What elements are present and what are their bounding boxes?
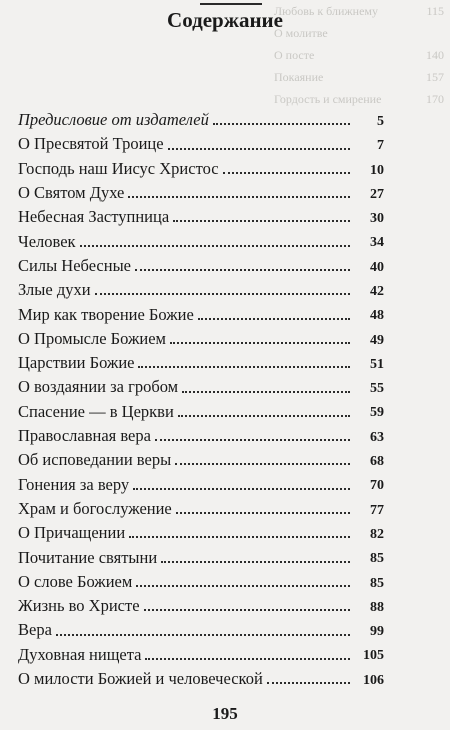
toc-entry-page: 10 (370, 162, 384, 178)
toc-entry (18, 178, 384, 202)
toc-entry (18, 251, 384, 275)
dot-leader (267, 681, 350, 684)
ghost-line: О молитве (274, 26, 328, 40)
toc-entry-title: Спасение — в Церкви (18, 401, 174, 421)
toc-entry-page: 48 (370, 308, 384, 324)
toc-entry-title: Предисловие от издателей (18, 110, 209, 130)
dot-leader (135, 268, 350, 271)
toc-entry-title: Небесная Заступница (18, 207, 170, 227)
dot-leader (161, 560, 350, 563)
dot-leader (129, 535, 350, 538)
toc-entry-title: Храм и богослужение (18, 498, 172, 518)
dot-leader (198, 317, 350, 320)
toc-entry-page: 51 (370, 356, 384, 372)
toc-entry (18, 445, 384, 469)
toc-entry-title: О воздаянии за гробом (18, 377, 179, 397)
toc-entry-title: Господь наш Иисус Христос (18, 158, 219, 178)
dot-leader (138, 365, 350, 368)
dot-leader (128, 195, 350, 198)
toc-entry (18, 542, 384, 566)
toc-entry-page: 55 (370, 381, 384, 397)
toc-entry (18, 372, 384, 396)
toc-entry-title: Православная вера (18, 426, 151, 446)
toc-entry-title: Человек (18, 231, 76, 251)
toc-entry-page: 63 (370, 429, 384, 445)
toc-entry (18, 469, 384, 493)
toc-entry-title: Жизнь во Христе (18, 596, 140, 616)
dot-leader (173, 219, 350, 222)
dot-leader (145, 657, 350, 660)
toc-entry-page: 30 (370, 211, 384, 227)
dot-leader (133, 487, 350, 490)
dot-leader (178, 414, 350, 417)
toc-entry (18, 202, 384, 226)
toc-entry-title: О слове Божием (18, 571, 133, 591)
dot-leader (95, 292, 350, 295)
toc-entry-page: 5 (377, 113, 384, 129)
toc-entry-title: Об исповедании веры (18, 450, 172, 470)
toc-entry (18, 567, 384, 591)
toc-entry-title: Почитание святыни (18, 547, 158, 567)
toc-entry (18, 421, 384, 445)
toc-entry-page: 27 (370, 186, 384, 202)
toc-entry-title: Злые духи (18, 280, 91, 300)
toc-entry (18, 397, 384, 421)
toc-entry (18, 615, 384, 639)
toc-entry (18, 226, 384, 250)
toc-entry (18, 105, 384, 129)
toc-entry-page: 7 (377, 138, 384, 154)
toc-entry (18, 154, 384, 178)
toc-entry-page: 106 (363, 672, 384, 688)
toc-entry-page: 42 (370, 283, 384, 299)
dot-leader (80, 244, 350, 247)
toc-entry-title: О Причащении (18, 523, 126, 543)
dot-leader (182, 390, 350, 393)
toc-entry-title: О Пресвятой Троице (18, 134, 164, 154)
toc-entry (18, 494, 384, 518)
toc-entry-page: 88 (370, 599, 384, 615)
page-number: 195 (212, 704, 238, 723)
dot-leader (223, 171, 350, 174)
dot-leader (213, 122, 350, 125)
ghost-line: О посте 140 (274, 48, 444, 62)
toc-entry (18, 299, 384, 323)
dot-leader (144, 608, 350, 611)
dot-leader (168, 147, 350, 150)
toc-entry (18, 129, 384, 153)
toc-entry-page: 85 (370, 575, 384, 591)
toc-entry (18, 324, 384, 348)
header-rule (200, 3, 262, 5)
dot-leader (136, 584, 350, 587)
ghost-line: Покаяние 157 (274, 70, 444, 84)
toc-entry-title: О милости Божией и человеческой (18, 668, 263, 688)
dot-leader (56, 633, 350, 636)
toc-entry-title: Силы Небесные (18, 255, 131, 275)
ghost-line: Гордость и смирение 170 (274, 92, 444, 106)
toc-entry-page: 34 (370, 235, 384, 251)
toc-entry-page: 68 (370, 454, 384, 470)
toc-entry (18, 664, 384, 688)
toc-entry-title: Гонения за веру (18, 474, 130, 494)
toc-entry-page: 70 (370, 478, 384, 494)
toc-entry-page: 40 (370, 259, 384, 275)
toc-entry-title: Духовная нищета (18, 644, 142, 664)
toc-entry-title: Царствии Божие (18, 353, 135, 373)
toc-entry (18, 275, 384, 299)
toc-entry-page: 77 (370, 502, 384, 518)
toc-entry-title: О Святом Духе (18, 183, 125, 203)
page-title: Содержание (167, 8, 283, 32)
toc-entry-title: О Промысле Божием (18, 328, 166, 348)
toc-entry (18, 640, 384, 664)
toc-entry-page: 49 (370, 332, 384, 348)
dot-leader (176, 511, 350, 514)
dot-leader (175, 462, 350, 465)
toc-entry-page: 99 (370, 624, 384, 640)
toc-entry (18, 591, 384, 615)
ghost-line: Любовь к ближнему 115 (274, 4, 444, 18)
toc-entry (18, 348, 384, 372)
toc-entry-page: 82 (370, 526, 384, 542)
toc-entry-title: Мир как творение Божие (18, 304, 194, 324)
dot-leader (170, 341, 350, 344)
toc-entry-page: 85 (370, 551, 384, 567)
toc-entry-page: 59 (370, 405, 384, 421)
toc-entry-title: Вера (18, 620, 52, 640)
dot-leader (155, 438, 350, 441)
table-of-contents (18, 105, 384, 688)
toc-entry-page: 105 (363, 648, 384, 664)
toc-entry (18, 518, 384, 542)
